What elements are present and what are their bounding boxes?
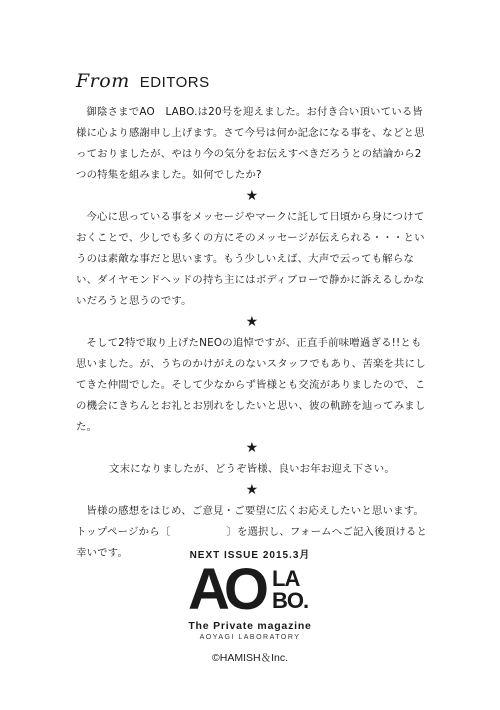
star-divider: ★ (245, 440, 259, 456)
logo-la: LA (272, 566, 300, 591)
from-label: From (76, 70, 130, 92)
paragraph-5-first: 皆様の感想をはじめ、ご意見・ご要望に広くお応えしたいと思います。トップページから〔 (76, 505, 425, 538)
star-divider: ★ (245, 482, 259, 498)
paragraph-4: 文末になりましたが、どうぞ皆様、良いお年お迎え下さい。 (109, 463, 395, 475)
editorial-body (76, 102, 428, 564)
star-divider: ★ (245, 188, 259, 204)
logo-ao: AO (188, 557, 263, 622)
copyright: ©HAMISH＆Inc. (212, 652, 288, 664)
logo-bo: BO. (272, 588, 309, 613)
tagline: The Private magazine (188, 620, 312, 632)
laboratory-name: AOYAGI LABORATORY (199, 634, 301, 641)
star-divider: ★ (245, 314, 259, 330)
editors-heading (76, 70, 210, 92)
paragraph-1: 御陰さまでAO LABO.は20号を迎えました。お付き合い頂いている皆様に心より感謝申し上げます。さて今号は何か記念になる事を、などと思っておりましたが、やはり今の気分をお伝えすべきだろうとの結論から2つの特集を組みました。如何でしたか? (76, 106, 425, 181)
next-issue: NEXT ISSUE 2015.3月 (189, 550, 311, 561)
paragraph-3: そして2特で取り上げたNEOの追悼ですが、正直手前味噌過ぎる!!とも思いました。が、うちのかけがえのないスタッフでもあり、苦楽を共にしてきた仲間でした。そして少なからず皆様とも交流がありましたので、この機会にきちんとお礼とお別れをしたいと思い、彼の軌跡を辿ってみました。 (76, 337, 426, 433)
ao-labo-logo (182, 557, 318, 622)
paragraph-2: 今心に思っている事をメッセージやマークに託して日頃から身につけておくことで、少しでも多くの方にそのメッセージが伝えられる・・・というのは素敵な事だと思います。もう少しいえば、大声で云っても解らない、ダイヤモンドヘッドの持ち主にはボディブローで静かに訴えるしかないだろうと思うのです。 (76, 211, 425, 307)
paragraph-5-second: 〕を選択し、フォームへご記入後頂けると幸いです。 (76, 526, 428, 559)
editors-label: EDITORS (139, 74, 210, 91)
